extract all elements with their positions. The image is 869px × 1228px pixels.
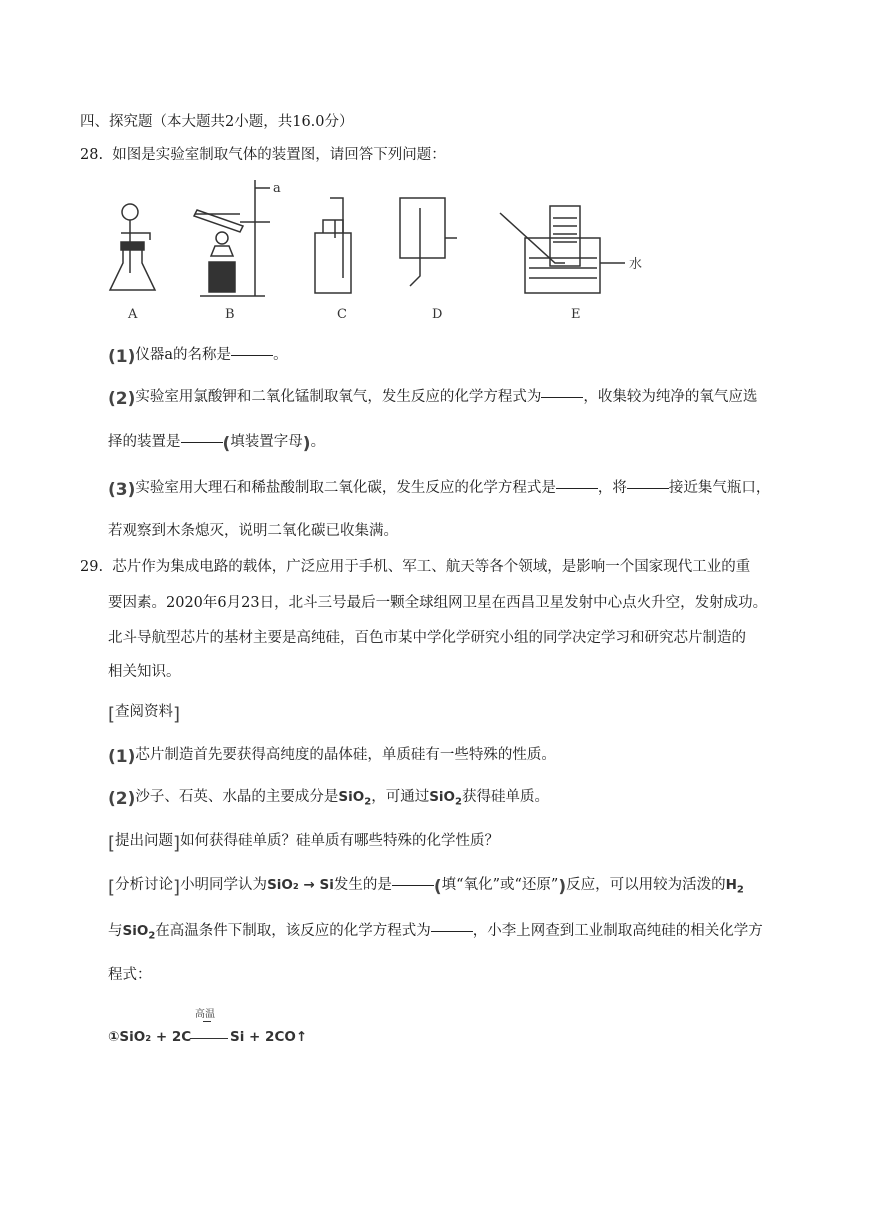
q28-part-3-line2: 若观察到木条熄灭，说明二氧化碳已收集满。 bbox=[108, 523, 398, 539]
equation-right: Si + 2CO↑ bbox=[230, 1029, 308, 1045]
section-heading: 四、探究题（本大题共2小题，共16.0分） bbox=[80, 114, 354, 130]
figure-label-a: A bbox=[128, 307, 138, 322]
apparatus-e bbox=[500, 206, 625, 293]
answer-blank[interactable] bbox=[392, 884, 434, 886]
question-tag-line: [提出问题]如何获得硅单质？硅单质有哪些特殊的化学性质？ bbox=[108, 833, 500, 854]
part-number: (1) bbox=[108, 347, 136, 367]
formula-sio2: SiO$_2$ bbox=[338, 789, 372, 808]
answer-blank[interactable] bbox=[541, 396, 583, 398]
formula-h2: $H_2$ bbox=[725, 877, 744, 896]
q28-part-3: (3)实验室用大理石和稀盐酸制取二氧化碳，发生反应的化学方程式是 ，将 接近集气瓶口， bbox=[108, 480, 771, 500]
question-29-para-line1: 29. 芯片作为集成电路的载体，广泛应用于手机、军工、航天等各个领域，是影响一个国家现代工业的重 bbox=[80, 559, 751, 575]
formula-sio2: SiO$_2$ bbox=[122, 923, 156, 942]
question-29-para-line2: 要因素。2020年6月23日，北斗三号最后一颗全球组网卫星在西昌卫星发射中心点火升空，发射成功。 bbox=[108, 595, 768, 611]
discuss-line2: 与SiO$_2$在高温条件下制取，该反应的化学方程式为 ，小李上网查到工业制取高纯硅的相关化学方 bbox=[108, 923, 763, 942]
answer-blank[interactable] bbox=[181, 441, 223, 443]
question-number: 28. bbox=[80, 147, 104, 163]
question-number: 29. bbox=[80, 559, 104, 575]
question-28-stem bbox=[80, 145, 446, 165]
part-number: (2) bbox=[108, 389, 136, 409]
research-item-2: (2)沙子、石英、水晶的主要成分是SiO$_2$，可通过SiO$_2$获得硅单质。 bbox=[108, 789, 549, 809]
apparatus-c bbox=[315, 198, 351, 293]
discuss-line1: [分析讨论]小明同学认为SiO₂ → Si发生的是 (填“氧化”或“还原”)反应，可以用较为活泼的$H_2$ bbox=[108, 877, 744, 898]
question-29-para-line3: 北斗导航型芯片的基材主要是高纯硅，百色市某中学化学研究小组的同学决定学习和研究芯片制造的 bbox=[108, 630, 746, 646]
q28-part-2-line2: 择的装置是 (填装置字母)。 bbox=[108, 434, 326, 454]
formula-reaction: SiO₂ → Si bbox=[267, 877, 334, 893]
apparatus-d bbox=[400, 198, 457, 286]
figure-label-c: C bbox=[337, 307, 347, 322]
answer-blank[interactable] bbox=[231, 354, 273, 356]
formula-sio2: SiO$_2$ bbox=[429, 789, 462, 808]
figure-label-water: 水 bbox=[629, 257, 643, 272]
research-item-1: (1)芯片制造首先要获得高纯度的晶体硅，单质硅有一些特殊的性质。 bbox=[108, 747, 556, 767]
figure-label-b: B bbox=[225, 307, 235, 322]
equation-condition: 高温 bbox=[195, 1009, 215, 1020]
apparatus-a bbox=[110, 204, 155, 290]
question-29-para-line4: 相关知识。 bbox=[108, 664, 181, 680]
apparatus-b bbox=[194, 180, 270, 296]
question-text: 如图是实验室制取气体的装置图，请回答下列问题： bbox=[112, 147, 446, 163]
figure-label-d: D bbox=[432, 307, 443, 322]
q28-part-2: (2)实验室用氯酸钾和二氧化锰制取氧气，发生反应的化学方程式为 ，收集较为纯净的氧气应选 bbox=[108, 389, 758, 409]
equation-1 bbox=[108, 1005, 508, 1055]
answer-blank[interactable] bbox=[431, 930, 473, 932]
equation-left: ①SiO₂ + 2C bbox=[108, 1029, 192, 1045]
apparatus-figure bbox=[105, 178, 665, 328]
discuss-line3: 程式： bbox=[108, 967, 152, 983]
research-tag: [查阅资料] bbox=[108, 704, 181, 725]
answer-blank[interactable] bbox=[556, 487, 598, 489]
figure-label-instrument-a: a bbox=[273, 181, 281, 196]
q28-part-1: (1)仪器a的名称是 。 bbox=[108, 347, 288, 367]
figure-label-e: E bbox=[571, 307, 581, 322]
part-number: (3) bbox=[108, 480, 136, 500]
answer-blank[interactable] bbox=[627, 487, 669, 489]
